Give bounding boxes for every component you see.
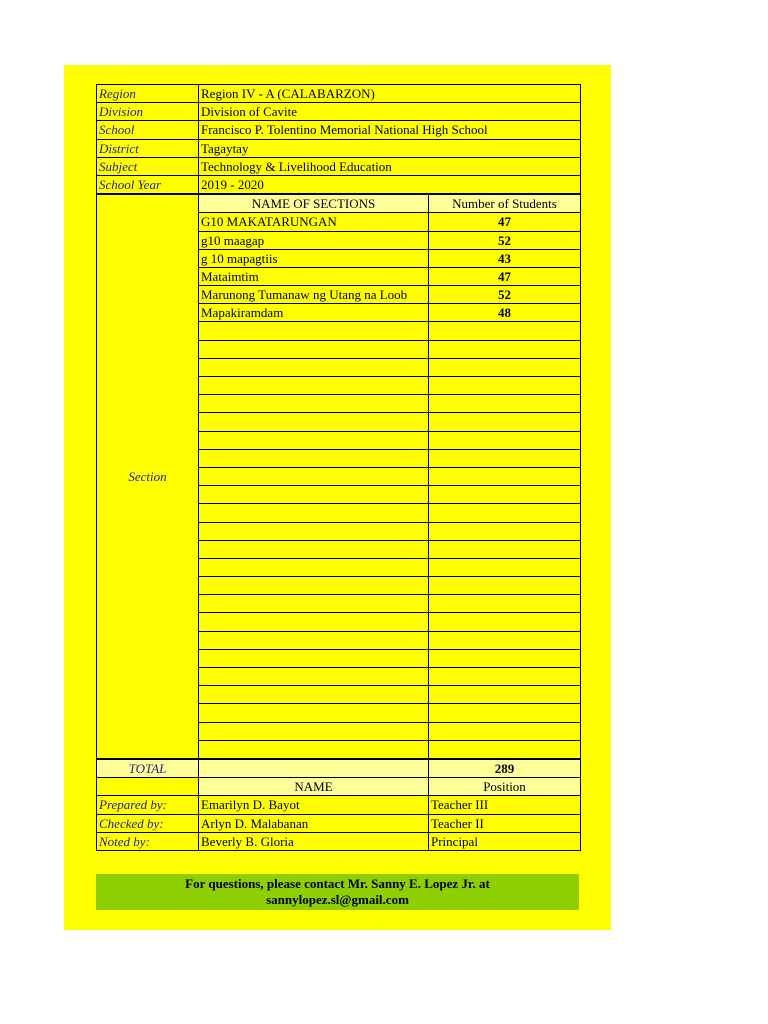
section-name-empty[interactable] xyxy=(199,504,429,522)
section-name[interactable]: g 10 mapagtiis xyxy=(199,249,429,267)
section-name[interactable]: G10 MAKATARUNGAN xyxy=(199,213,429,231)
section-name-empty[interactable] xyxy=(199,740,429,759)
student-count-empty[interactable] xyxy=(429,377,581,395)
section-name-empty[interactable] xyxy=(199,704,429,722)
signatory-role: Prepared by: xyxy=(97,796,199,814)
student-count-empty[interactable] xyxy=(429,649,581,667)
signatory-role: Noted by: xyxy=(97,832,199,850)
total-value: 289 xyxy=(429,759,581,778)
student-count-empty[interactable] xyxy=(429,704,581,722)
info-row xyxy=(97,103,581,121)
signatory-row xyxy=(97,832,581,850)
school-data-sheet xyxy=(96,84,581,851)
student-count-empty[interactable] xyxy=(429,467,581,485)
info-label: Subject xyxy=(97,157,199,175)
student-count-empty[interactable] xyxy=(429,577,581,595)
info-label: Division xyxy=(97,103,199,121)
section-name-empty[interactable] xyxy=(199,522,429,540)
section-name[interactable]: g10 maagap xyxy=(199,231,429,249)
info-label: Region xyxy=(97,85,199,103)
section-name-empty[interactable] xyxy=(199,613,429,631)
signatory-position[interactable]: Principal xyxy=(429,832,581,850)
section-name-empty[interactable] xyxy=(199,486,429,504)
info-label: District xyxy=(97,139,199,157)
section-name[interactable]: Mapakiramdam xyxy=(199,304,429,322)
section-name-empty[interactable] xyxy=(199,649,429,667)
section-name-empty[interactable] xyxy=(199,413,429,431)
signatory-position[interactable]: Teacher III xyxy=(429,796,581,814)
student-count-empty[interactable] xyxy=(429,413,581,431)
student-count[interactable]: 52 xyxy=(429,231,581,249)
col-header-name: NAME xyxy=(199,778,429,796)
info-value[interactable]: Division of Cavite xyxy=(199,103,581,121)
student-count-empty[interactable] xyxy=(429,504,581,522)
section-name-empty[interactable] xyxy=(199,558,429,576)
contact-line-1: For questions, please contact Mr. Sanny E. Lopez Jr. at xyxy=(185,876,490,891)
section-name-empty[interactable] xyxy=(199,395,429,413)
section-name-empty[interactable] xyxy=(199,595,429,613)
student-count-empty[interactable] xyxy=(429,631,581,649)
signatory-position[interactable]: Teacher II xyxy=(429,814,581,832)
info-value[interactable]: Tagaytay xyxy=(199,139,581,157)
signatory-role: Checked by: xyxy=(97,814,199,832)
section-name[interactable]: Mataimtim xyxy=(199,267,429,285)
signatory-header-row xyxy=(97,778,581,796)
info-value[interactable]: Region IV - A (CALABARZON) xyxy=(199,85,581,103)
section-name-empty[interactable] xyxy=(199,467,429,485)
info-value[interactable]: 2019 - 2020 xyxy=(199,175,581,194)
section-name-empty[interactable] xyxy=(199,540,429,558)
section-name[interactable]: Marunong Tumanaw ng Utang na Loob xyxy=(199,286,429,304)
section-name-empty[interactable] xyxy=(199,431,429,449)
signatory-row xyxy=(97,796,581,814)
signatory-header-blank xyxy=(97,778,199,796)
student-count-empty[interactable] xyxy=(429,449,581,467)
section-name-empty[interactable] xyxy=(199,631,429,649)
student-count-empty[interactable] xyxy=(429,486,581,504)
student-count-empty[interactable] xyxy=(429,613,581,631)
info-row xyxy=(97,85,581,103)
signatory-name[interactable]: Emarilyn D. Bayot xyxy=(199,796,429,814)
student-count-empty[interactable] xyxy=(429,322,581,340)
student-count-empty[interactable] xyxy=(429,686,581,704)
total-row xyxy=(97,759,581,778)
section-label: Section xyxy=(97,194,199,759)
student-count[interactable]: 43 xyxy=(429,249,581,267)
info-row xyxy=(97,121,581,139)
student-count-empty[interactable] xyxy=(429,740,581,759)
section-name-empty[interactable] xyxy=(199,722,429,740)
section-name-empty[interactable] xyxy=(199,577,429,595)
section-name-empty[interactable] xyxy=(199,358,429,376)
section-name-empty[interactable] xyxy=(199,377,429,395)
section-name-empty[interactable] xyxy=(199,322,429,340)
section-name-empty[interactable] xyxy=(199,686,429,704)
student-count-empty[interactable] xyxy=(429,595,581,613)
student-count[interactable]: 47 xyxy=(429,213,581,231)
section-name-empty[interactable] xyxy=(199,449,429,467)
info-label: School Year xyxy=(97,175,199,194)
section-name-empty[interactable] xyxy=(199,340,429,358)
info-row xyxy=(97,139,581,157)
student-count-empty[interactable] xyxy=(429,540,581,558)
signatory-name[interactable]: Arlyn D. Malabanan xyxy=(199,814,429,832)
section-name-empty[interactable] xyxy=(199,668,429,686)
col-header-student-count: Number of Students xyxy=(429,194,581,213)
info-row xyxy=(97,175,581,194)
student-count-empty[interactable] xyxy=(429,668,581,686)
info-row xyxy=(97,157,581,175)
sections-header-row xyxy=(97,194,581,213)
info-value[interactable]: Francisco P. Tolentino Memorial National High School xyxy=(199,121,581,139)
contact-banner xyxy=(96,874,579,910)
student-count-empty[interactable] xyxy=(429,340,581,358)
student-count-empty[interactable] xyxy=(429,395,581,413)
total-label: TOTAL xyxy=(97,759,199,778)
info-value[interactable]: Technology & Livelihood Education xyxy=(199,157,581,175)
student-count[interactable]: 47 xyxy=(429,267,581,285)
signatory-row xyxy=(97,814,581,832)
student-count-empty[interactable] xyxy=(429,358,581,376)
col-header-position: Position xyxy=(429,778,581,796)
student-count[interactable]: 52 xyxy=(429,286,581,304)
total-spacer xyxy=(199,759,429,778)
student-count-empty[interactable] xyxy=(429,558,581,576)
info-label: School xyxy=(97,121,199,139)
student-count-empty[interactable] xyxy=(429,722,581,740)
contact-email[interactable]: sannylopez.sl@gmail.com xyxy=(266,892,409,907)
student-count[interactable]: 48 xyxy=(429,304,581,322)
col-header-section-name: NAME OF SECTIONS xyxy=(199,194,429,213)
student-count-empty[interactable] xyxy=(429,522,581,540)
student-count-empty[interactable] xyxy=(429,431,581,449)
signatory-name[interactable]: Beverly B. Gloria xyxy=(199,832,429,850)
